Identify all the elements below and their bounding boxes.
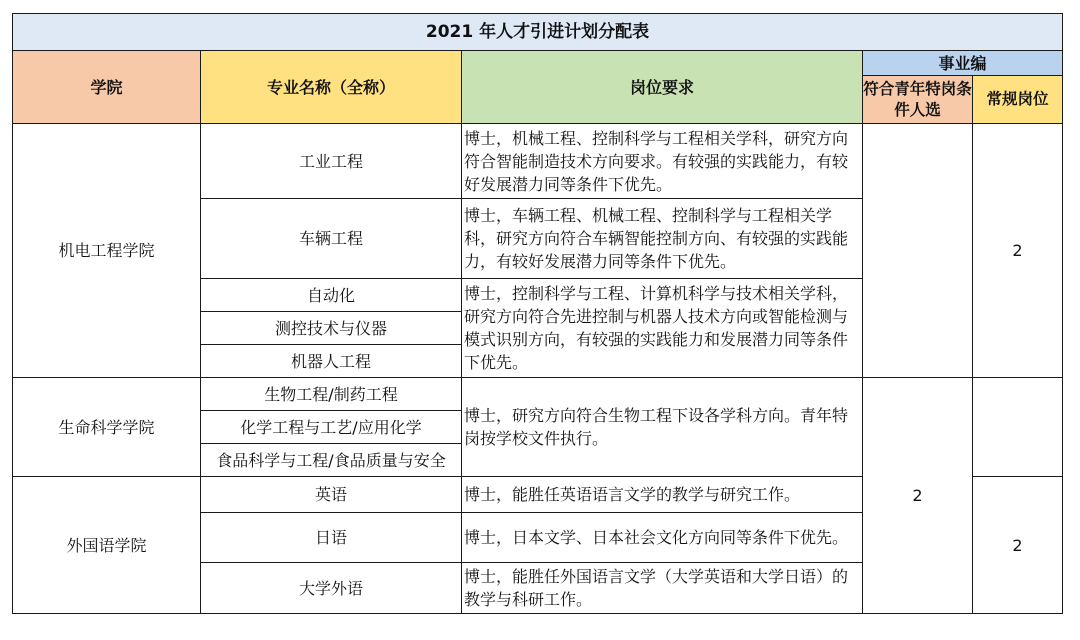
requirement-college-foreign-language: 博士，能胜任外国语言文学（大学英语和大学日语）的教学与科研工作。 bbox=[462, 563, 863, 614]
college-life: 生命科学学院 bbox=[13, 378, 201, 477]
requirement-vehicle-engineering: 博士，车辆工程、机械工程、控制科学与工程相关学科，研究方向符合车辆智能控制方向、有较强的实践能力，有较好发展潜力同等条件下优先。 bbox=[462, 199, 863, 279]
major-college-foreign-language: 大学外语 bbox=[201, 563, 462, 614]
header-major: 专业名称（全称） bbox=[201, 51, 462, 124]
table-title: 2021 年人才引进计划分配表 bbox=[13, 14, 1063, 51]
requirement-industrial-engineering: 博士，机械工程、控制科学与工程相关学科，研究方向符合智能制造技术方向要求。有较强的实践能力，有较好发展潜力同等条件下优先。 bbox=[462, 124, 863, 199]
major-english: 英语 bbox=[201, 477, 462, 513]
header-young-talent: 符合青年特岗条件人选 bbox=[863, 76, 973, 124]
major-vehicle-engineering: 车辆工程 bbox=[201, 199, 462, 279]
young-talent-count: 2 bbox=[863, 378, 973, 614]
major-bioengineering: 生物工程/制药工程 bbox=[201, 378, 462, 411]
header-requirement: 岗位要求 bbox=[462, 51, 863, 124]
major-robotics: 机器人工程 bbox=[201, 345, 462, 378]
regular-count-mech: 2 bbox=[973, 124, 1063, 378]
header-regular: 常规岗位 bbox=[973, 76, 1063, 124]
header-shiyebian: 事业编 bbox=[863, 51, 1063, 76]
major-chemical-engineering: 化学工程与工艺/应用化学 bbox=[201, 411, 462, 444]
major-food-science: 食品科学与工程/食品质量与安全 bbox=[201, 444, 462, 477]
college-foreign: 外国语学院 bbox=[13, 477, 201, 614]
major-measurement-control: 测控技术与仪器 bbox=[201, 312, 462, 345]
major-automation: 自动化 bbox=[201, 279, 462, 312]
major-japanese: 日语 bbox=[201, 513, 462, 563]
college-mech: 机电工程学院 bbox=[13, 124, 201, 378]
young-talent-mech bbox=[863, 124, 973, 378]
regular-life bbox=[973, 378, 1063, 477]
major-industrial-engineering: 工业工程 bbox=[201, 124, 462, 199]
talent-plan-table-wrapper bbox=[12, 13, 1063, 614]
regular-count-foreign: 2 bbox=[973, 477, 1063, 614]
talent-plan-table bbox=[12, 13, 1063, 614]
header-college: 学院 bbox=[13, 51, 201, 124]
requirement-japanese: 博士，日本文学、日本社会文化方向同等条件下优先。 bbox=[462, 513, 863, 563]
requirement-english: 博士，能胜任英语语言文学的教学与研究工作。 bbox=[462, 477, 863, 513]
requirement-automation-group: 博士，控制科学与工程、计算机科学与技术相关学科，研究方向符合先进控制与机器人技术方向或智能检测与模式识别方向，有较强的实践能力和发展潜力同等条件下优先。 bbox=[462, 279, 863, 378]
requirement-life: 博士，研究方向符合生物工程下设各学科方向。青年特岗按学校文件执行。 bbox=[462, 378, 863, 477]
